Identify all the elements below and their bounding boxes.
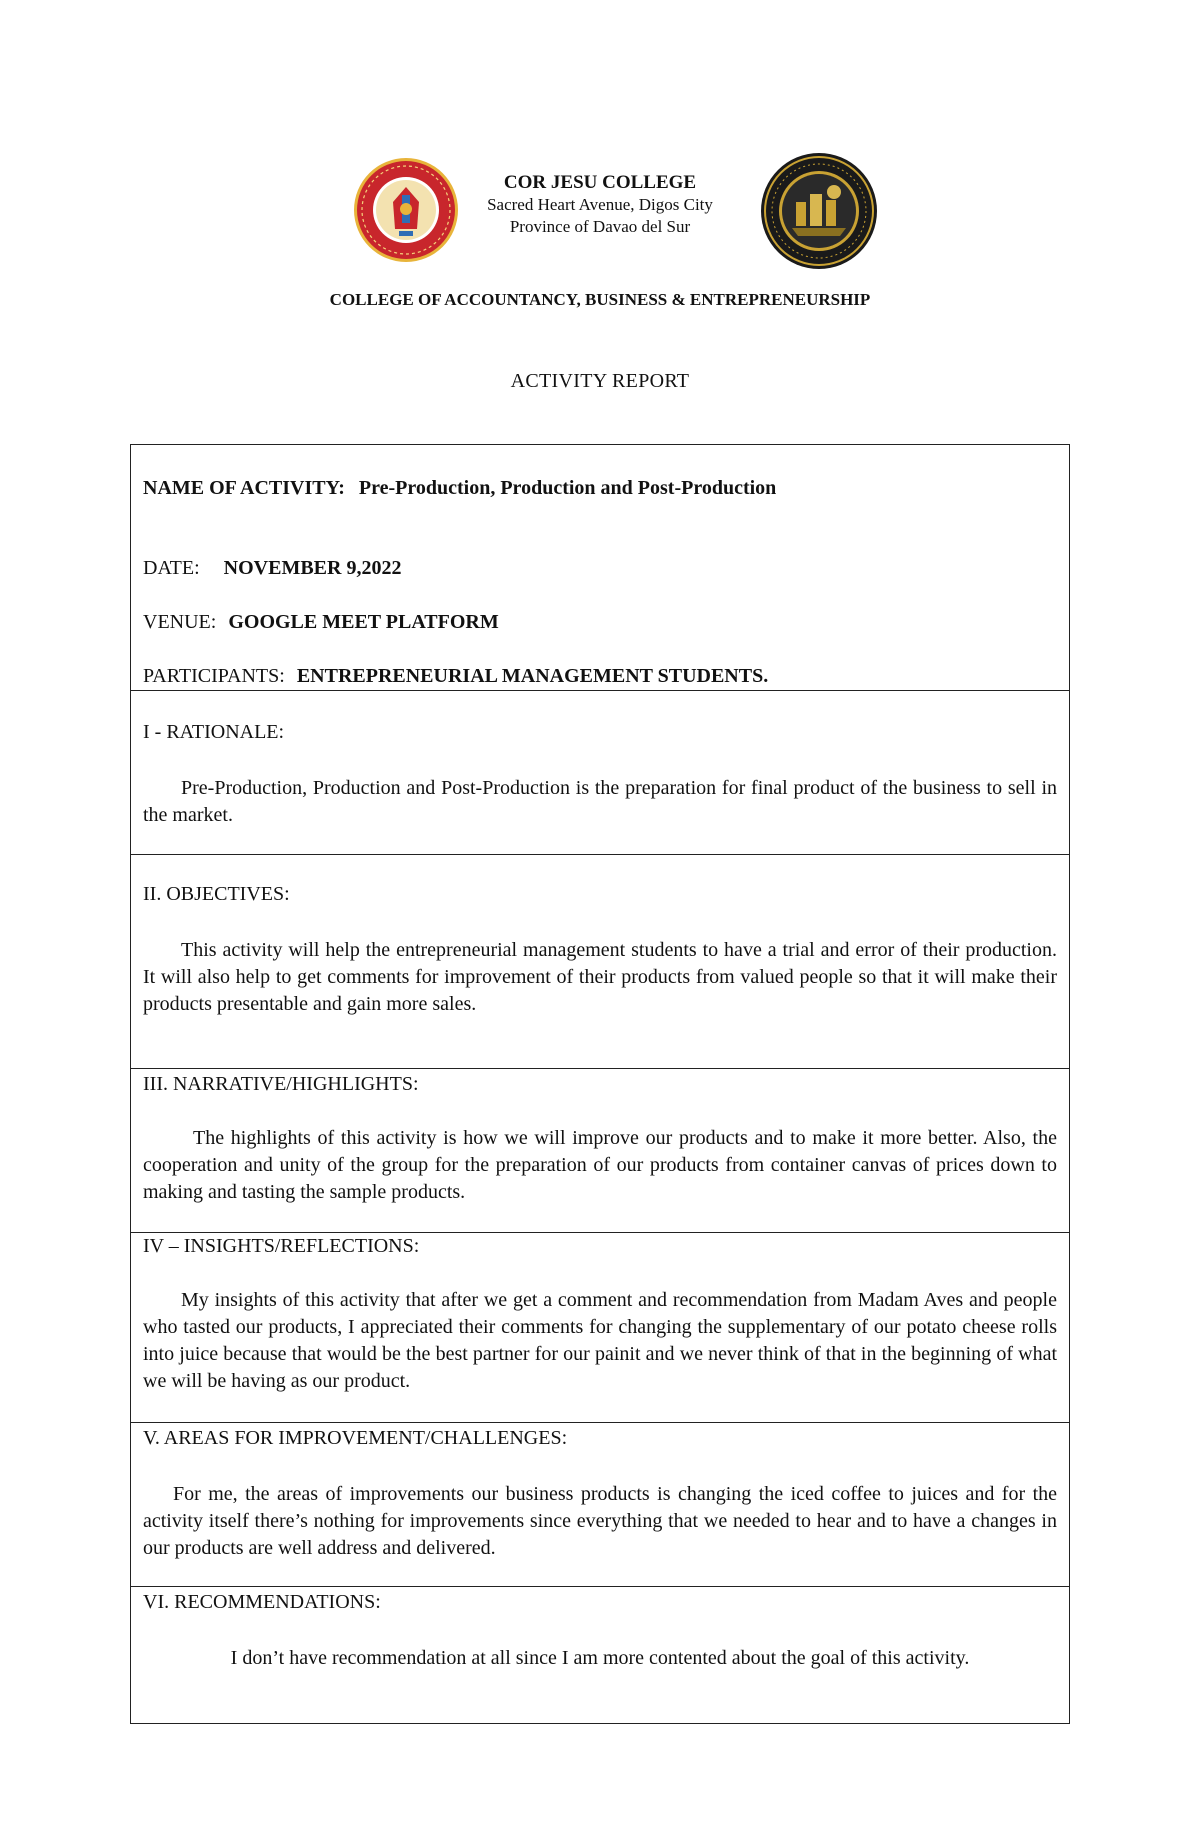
- improvement-section: [131, 1422, 1069, 1586]
- section-body: Pre-Production, Production and Post-Production is the preparation for final product of the business to sell in the market.: [143, 777, 1057, 826]
- institution-name: COR JESU COLLEGE: [503, 172, 697, 193]
- left-seal: [353, 157, 459, 263]
- report-table: [130, 444, 1070, 1724]
- venue-value: GOOGLE MEET PLATFORM: [228, 611, 499, 633]
- participants-label: PARTICIPANTS:: [143, 665, 285, 687]
- address-line-1: Sacred Heart Avenue, Digos City: [487, 195, 713, 214]
- venue-label: VENUE:: [143, 611, 217, 633]
- college-seal-icon: [353, 157, 459, 263]
- address-line-2: Province of Davao del Sur: [509, 217, 691, 236]
- activity-label: NAME OF ACTIVITY:: [143, 477, 345, 499]
- section-heading: VI. RECOMMENDATIONS:: [143, 1591, 381, 1613]
- participants-row: [143, 665, 768, 688]
- participants-value: ENTREPRENEURIAL MANAGEMENT STUDENTS.: [296, 665, 769, 687]
- date-value: NOVEMBER 9,2022: [223, 557, 402, 579]
- date-label: DATE:: [143, 557, 200, 579]
- institution-block: [465, 172, 735, 238]
- details-section: [131, 445, 1069, 690]
- section-heading: II. OBJECTIVES:: [143, 883, 290, 905]
- right-seal: [760, 152, 878, 270]
- section-heading: IV – INSIGHTS/REFLECTIONS:: [143, 1235, 420, 1257]
- business-seal-icon: [760, 152, 878, 270]
- section-body: I don’t have recommendation at all since I am more contented about the goal of this activity.: [230, 1647, 970, 1669]
- section-body: The highlights of this activity is how we will improve our products and to make it more better. Also, the cooperation and unity of the group for the preparation of our products from container canvas of prices down to making and tasting the sample products.: [143, 1127, 1057, 1203]
- venue-row: [143, 611, 499, 634]
- insights-section: [131, 1232, 1069, 1422]
- recommendations-section: [131, 1586, 1069, 1723]
- section-body: My insights of this activity that after we get a comment and recommendation from Madam Aves and people who tasted our products, I appreciated their comments for changing the supplementary of our potato cheese rolls into juice because that would be the best partner for our painit and we never think of that in the beginning of what we will be having as our product.: [143, 1289, 1057, 1392]
- date-row: [143, 557, 401, 580]
- section-body: For me, the areas of improvements our business products is changing the iced coffee to juices and for the activity itself there’s nothing for improvements since everything that we needed to hear and to have a changes in our products are well address and delivered.: [143, 1483, 1057, 1559]
- rationale-section: [131, 690, 1069, 854]
- document-title: ACTIVITY REPORT: [510, 370, 690, 392]
- section-heading: I - RATIONALE:: [143, 721, 285, 743]
- narrative-section: [131, 1068, 1069, 1232]
- section-heading: V. AREAS FOR IMPROVEMENT/CHALLENGES:: [143, 1427, 568, 1449]
- activity-value: Pre-Production, Production and Post-Production: [358, 477, 777, 499]
- section-heading: III. NARRATIVE/HIGHLIGHTS:: [143, 1073, 419, 1095]
- section-body: This activity will help the entrepreneurial management students to have a trial and error of their production. It will also help to get comments for improvement of their products from valued people so that it will make their products presentable and gain more sales.: [143, 939, 1057, 1015]
- objectives-section: [131, 854, 1069, 1068]
- college-name: COLLEGE OF ACCOUNTANCY, BUSINESS & ENTREPRENEURSHIP: [329, 290, 871, 309]
- activity-row: [143, 477, 776, 500]
